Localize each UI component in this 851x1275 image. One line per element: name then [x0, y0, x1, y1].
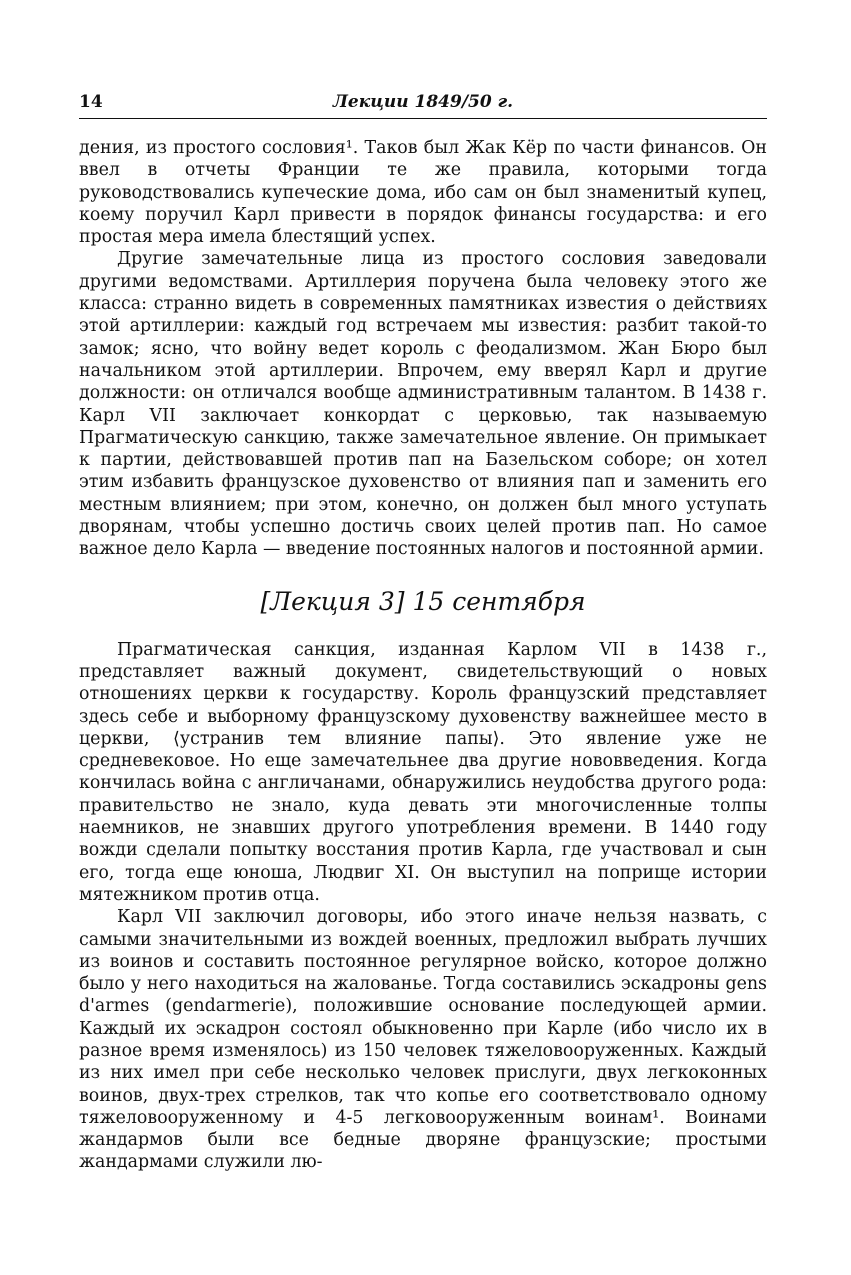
- paragraph-2: Другие замечательные лица из простого сословия заведовали другими ведомствами. Артиллерия поручена была человеку этого же класса: странно видеть в современных памятниках известия о действиях этой артиллерии: каждый год встречаем мы известия: разбит такой-то замок; ясно, что войну ведет король с феодализмом. Жан Бюро был начальником этой артиллерии. Впрочем, ему вверял Карл и другие должности: он отличался вообще административным талантом. В 1438 г. Карл VII заключает конкордат с церковью, так называемую Прагматическую санкцию, также замечательное явление. Он примыкает к партии, действовавшей против пап на Базельском соборе; он хотел этим избавить французское духовенство от влияния пап и заменить его местным влиянием; при этом, конечно, он должен был много уступать дворянам, чтобы успешно достичь своих целей против пап. Но самое важное дело Карла — введение постоянных налогов и постоянной армии.: [79, 249, 767, 560]
- paragraph-4: Карл VII заключил договоры, ибо этого иначе нельзя назвать, с самыми значительными из вождей военных, предложил выбрать лучших из воинов и составить постоянное регулярное войско, которое должно было у него находиться на жалованье. Тогда составились эскадроны gens d'armes (gendarmerie), положившие основание последующей армии. Каждый их эскадрон состоял обыкновенно при Карле (ибо число их в разное время изменялось) из 150 человек тяжеловооруженных. Каждый из них имел при себе несколько человек прислуги, двух легкоконных воинов, двух-трех стрелков, так что копье его соответствовало одному тяжеловооруженному и 4-5 легковооруженным воинам¹. Воинами жандармов были все бедные дворяне французские; простыми жандармами служили лю-: [79, 907, 767, 1173]
- running-header: [79, 88, 767, 119]
- book-page: [79, 88, 767, 1174]
- running-title: Лекции 1849/50 г.: [332, 92, 514, 112]
- lecture-heading: [Лекция 3] 15 сентября: [260, 586, 586, 616]
- page-number: 14: [79, 92, 103, 112]
- paragraph-1: дения, из простого сословия¹. Таков был Жак Кёр по части финансов. Он ввел в отчеты Франции те же правила, которыми тогда руководствовались купеческие дома, ибо сам он был знаменитый купец, коему поручил Карл привести в порядок финансы государства: и его простая мера имела блестящий успех.: [79, 138, 767, 248]
- body-text: [79, 137, 767, 1174]
- paragraph-3: Прагматическая санкция, изданная Карлом VII в 1438 г., представляет важный документ, свидетельствующий о новых отношениях церкви к государству. Король французский представляет здесь себе и выборному французскому духовенству важнейшее место в церкви, ⟨устранив тем влияние папы⟩. Это явление уже не средневековое. Но еще замечательнее два другие нововведения. Когда кончилась война с англичанами, обнаружились неудобства другого рода: правительство не знало, куда девать эти многочисленные толпы наемников, не знавших другого употребления времени. В 1440 году вожди сделали попытку восстания против Карла, где участвовал и сын его, тогда еще юноша, Людвиг XI. Он выступил на поприще истории мятежником против отца.: [79, 639, 767, 905]
